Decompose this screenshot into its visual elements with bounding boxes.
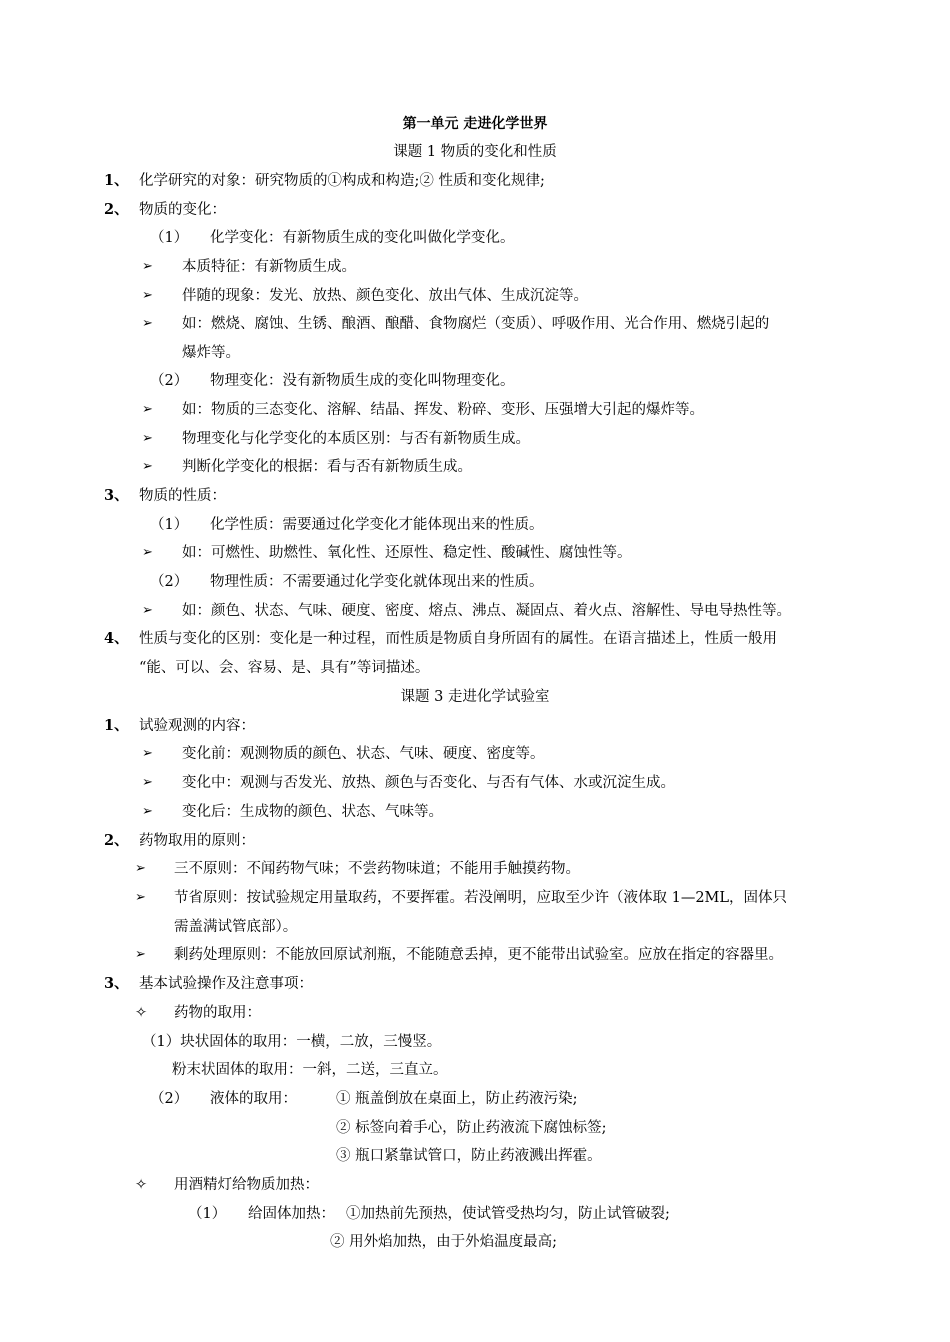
bullet-icon: ➢ (142, 545, 153, 560)
lab-item-2b-text-line2: 需盖满试管底部）。 (174, 919, 298, 935)
item-4-number: 4、 (104, 630, 129, 647)
item-2-2c-text: 判断化学变化的根据：看与否有新物质生成。 (182, 459, 472, 475)
item-2-text: 物质的变化： (139, 202, 226, 218)
bullet-icon: ➢ (142, 259, 153, 274)
item-2-2b-text: 物理变化与化学变化的本质区别：与否有新物质生成。 (182, 431, 530, 447)
item-2-1-number: （1） (150, 230, 189, 246)
lab-item-1a-text: 变化前：观测物质的颜色、状态、气味、硬度、密度等。 (182, 746, 545, 762)
item-4-text-line1: 性质与变化的区别：变化是一种过程，而性质是物质自身所固有的属性。在语言描述上，性质一般用 (139, 631, 777, 647)
lab-item-1-text: 试验观测的内容： (139, 718, 255, 734)
lab-item-2a-text: 三不原则：不闻药物气味；不尝药物味道；不能用手触摸药物。 (174, 861, 580, 877)
lab-item-3-d2a-step-1: ①加热前先预热，使试管受热均匀，防止试管破裂; (346, 1206, 670, 1222)
bullet-icon: ➢ (142, 804, 153, 819)
item-3-1-text: 化学性质：需要通过化学变化才能体现出来的性质。 (210, 517, 544, 533)
lab-item-3-d1a-text: （1）块状固体的取用：一横，二放，三慢竖。 (142, 1034, 442, 1050)
item-3-2a-text: 如：颜色、状态、气味、硬度、密度、熔点、沸点、凝固点、着火点、溶解性、导电导热性等。 (182, 603, 791, 619)
lab-item-2-number: 2、 (104, 832, 129, 849)
item-2-1-text: 化学变化：有新物质生成的变化叫做化学变化。 (210, 230, 515, 246)
bullet-icon: ➢ (142, 603, 153, 618)
lab-item-3-number: 3、 (104, 975, 129, 992)
bullet-icon: ➢ (135, 947, 146, 962)
item-2-2-number: （2） (150, 373, 189, 389)
item-2-1c-text-line1: 如：燃烧、腐蚀、生锈、酿酒、酿醋、食物腐烂（变质）、呼吸作用、光合作用、燃烧引起的 (182, 316, 770, 332)
item-3-number: 3、 (104, 487, 129, 504)
bullet-icon: ➢ (135, 890, 146, 905)
item-3-2-text: 物理性质：不需要通过化学变化就体现出来的性质。 (210, 574, 544, 590)
lab-item-3-d2a-label: 给固体加热： (248, 1206, 335, 1222)
lab-item-3-text: 基本试验操作及注意事项： (139, 976, 313, 992)
item-2-number: 2、 (104, 201, 129, 218)
lab-item-3-d1c-number: （2） (150, 1091, 189, 1107)
lab-item-2b-text-line1: 节省原则：按试验规定用量取药，不要挥霍。若没阐明，应取至少许（液体取 1—2ML，固体只 (174, 890, 788, 906)
bullet-icon: ➢ (142, 288, 153, 303)
item-2-1c-text-line2: 爆炸等。 (182, 345, 240, 361)
lab-item-1c-text: 变化后：生成物的颜色、状态、气味等。 (182, 804, 443, 820)
item-2-2-text: 物理变化：没有新物质生成的变化叫物理变化。 (210, 373, 515, 389)
lab-item-3-d2-text: 用酒精灯给物质加热： (174, 1177, 319, 1193)
item-3-text: 物质的性质： (139, 488, 226, 504)
bullet-icon: ➢ (142, 746, 153, 761)
item-4-text-line2: “能、可以、会、容易、是、具有”等词描述。 (139, 660, 430, 676)
item-3-1a-text: 如：可燃性、助燃性、氧化性、还原性、稳定性、酸碱性、腐蚀性等。 (182, 545, 632, 561)
lab-item-3-d1c-step-3: ③ 瓶口紧靠试管口，防止药液溅出挥霍。 (336, 1148, 602, 1164)
bullet-icon: ➢ (142, 775, 153, 790)
item-1-number: 1、 (104, 172, 129, 189)
lab-item-3-d1c-label: 液体的取用： (210, 1091, 297, 1107)
lab-item-3-d1-text: 药物的取用： (174, 1005, 261, 1021)
lesson-3-title: 课题 3 走进化学试验室 (400, 689, 550, 705)
lab-item-2-text: 药物取用的原则： (139, 833, 255, 849)
item-3-2-number: （2） (150, 574, 189, 590)
lab-item-2c-text: 剩药处理原则：不能放回原试剂瓶，不能随意丢掉，更不能带出试验室。应放在指定的容器里。 (174, 947, 783, 963)
item-2-2a-text: 如：物质的三态变化、溶解、结晶、挥发、粉碎、变形、压强增大引起的爆炸等。 (182, 402, 704, 418)
lab-item-3-d2a-step-2: ② 用外焰加热，由于外焰温度最高; (330, 1234, 557, 1250)
lab-item-1b-text: 变化中：观测与否发光、放热、颜色与否变化、与否有气体、水或沉淀生成。 (182, 775, 675, 791)
bullet-icon: ➢ (142, 431, 153, 446)
item-1-text: 化学研究的对象：研究物质的①构成和构造;② 性质和变化规律; (139, 173, 545, 189)
lab-item-3-d1b-text: 粉末状固体的取用：一斜，二送，三直立。 (172, 1062, 448, 1078)
diamond-icon: ✧ (135, 1177, 148, 1193)
bullet-icon: ➢ (142, 316, 153, 331)
lab-item-3-d1c-step-2: ② 标签向着手心，防止药液流下腐蚀标签; (336, 1120, 607, 1136)
bullet-icon: ➢ (142, 402, 153, 417)
lesson-1-title: 课题 1 物质的变化和性质 (393, 144, 557, 160)
item-2-1b-text: 伴随的现象：发光、放热、颜色变化、放出气体、生成沉淀等。 (182, 288, 588, 304)
lab-item-1-number: 1、 (104, 717, 129, 734)
bullet-icon: ➢ (142, 459, 153, 474)
lab-item-3-d2a-number: （1） (188, 1206, 227, 1222)
bullet-icon: ➢ (135, 861, 146, 876)
diamond-icon: ✧ (135, 1005, 148, 1021)
item-3-1-number: （1） (150, 517, 189, 533)
lab-item-3-d1c-step-1: ① 瓶盖倒放在桌面上，防止药液污染; (336, 1091, 578, 1107)
item-2-1a-text: 本质特征：有新物质生成。 (182, 259, 356, 275)
unit-title: 第一单元 走进化学世界 (402, 116, 548, 132)
